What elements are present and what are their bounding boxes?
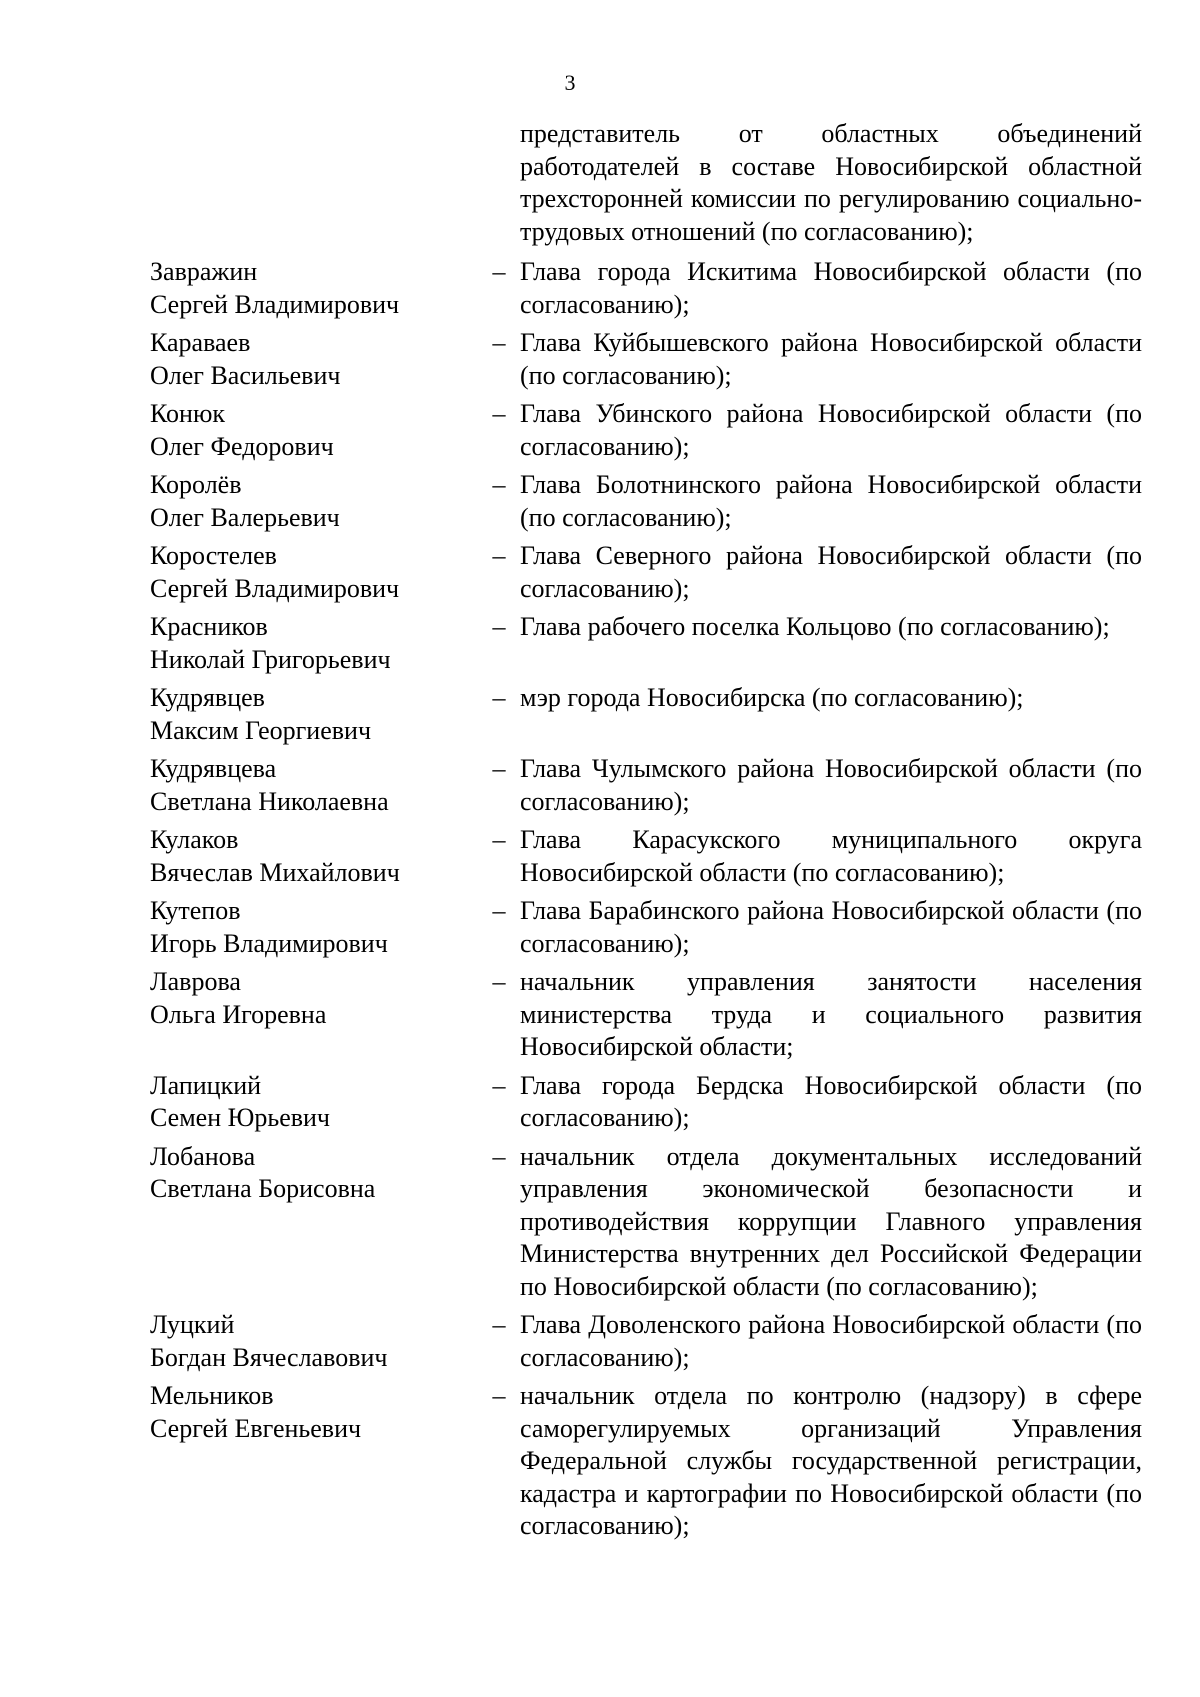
dash-separator: – (492, 683, 506, 712)
member-position: Глава Северного района Новосибирской области (по согласованию); (520, 541, 1142, 603)
member-given-names: Сергей Владимирович (150, 289, 400, 319)
dash-separator: – (492, 612, 506, 641)
member-position: Глава города Искитима Новосибирской области (по согласованию); (520, 257, 1142, 319)
member-entry-kudryavtseva (150, 753, 1150, 818)
member-entry-lapitsky (150, 1070, 1150, 1135)
member-position: Глава Карасукского муниципального округа Новосибирской области (по согласованию); (520, 825, 1142, 887)
member-position: Глава города Бердска Новосибирской области (по согласованию); (520, 1070, 1142, 1132)
member-surname: Кудрявцев (150, 683, 265, 712)
commission-members-list (150, 118, 1150, 1549)
member-given-names: Николай Григорьевич (150, 644, 391, 674)
member-entry-kulakov (150, 824, 1150, 889)
member-name (150, 1070, 478, 1135)
dash-separator: – (492, 825, 506, 854)
member-entry-lavrova (150, 966, 1150, 1064)
member-given-names: Ольга Игоревна (150, 999, 327, 1029)
member-surname: Караваев (150, 328, 251, 357)
member-position: начальник отдела документальных исследований управления экономической безопасности и противодействия коррупции Главного управления Министерства внутренних дел Российской Федерации по Новосибирской области (по согласованию); (520, 1141, 1142, 1301)
dash-separator: – (492, 257, 506, 286)
member-surname: Королёв (150, 470, 242, 499)
member-given-names: Игорь Владимирович (150, 928, 388, 958)
member-entry-korostelev (150, 540, 1150, 605)
dash-separator: – (492, 1141, 506, 1171)
member-entry-krasnikov (150, 611, 1150, 676)
member-surname: Луцкий (150, 1310, 235, 1339)
member-surname: Лобанова (150, 1141, 256, 1171)
member-given-names: Семен Юрьевич (150, 1103, 330, 1132)
member-surname: Кулаков (150, 825, 239, 854)
member-surname: Лаврова (150, 967, 241, 996)
member-entry-kutepov (150, 895, 1150, 960)
member-surname: Лапицкий (150, 1070, 262, 1100)
member-name (150, 398, 478, 463)
member-surname: Коростелев (150, 541, 277, 570)
member-surname: Завражин (150, 257, 258, 286)
dash-separator: – (492, 541, 506, 570)
member-surname: Конюк (150, 399, 226, 428)
dash-separator: – (492, 399, 506, 428)
member-name (150, 895, 478, 960)
member-entry-konyuk (150, 398, 1150, 463)
dash-separator: – (492, 896, 506, 925)
member-entry-korolev (150, 469, 1150, 534)
dash-separator: – (492, 1310, 506, 1339)
member-position: начальник отдела по контролю (надзору) в сфере саморегулируемых организаций Управления Федеральной службы государственной регистрации, кадастра и картографии по Новосибирской области (по согласованию); (520, 1381, 1142, 1540)
member-position: мэр города Новосибирска (по согласованию); (520, 683, 1024, 712)
intro-position: представитель от областных объединений работодателей в составе Новосибирской областной трехсторонней комиссии по регулированию социально-трудовых отношений (по согласованию); (520, 119, 1142, 246)
member-given-names: Олег Федорович (150, 431, 334, 461)
member-surname: Кутепов (150, 896, 241, 925)
member-name (150, 327, 478, 392)
member-name (150, 469, 478, 534)
dash-separator: – (492, 1381, 506, 1410)
member-given-names: Олег Васильевич (150, 360, 341, 390)
page-number: 3 (564, 70, 576, 95)
intro-entry (150, 118, 1150, 248)
member-entry-kudryavtsev (150, 682, 1150, 747)
member-name (150, 966, 478, 1031)
member-name (150, 753, 478, 818)
member-surname: Мельников (150, 1381, 274, 1410)
dash-separator: – (492, 1070, 506, 1100)
dash-separator: – (492, 967, 506, 996)
member-entry-karavaev (150, 327, 1150, 392)
member-given-names: Светлана Борисовна (150, 1174, 376, 1203)
member-surname: Кудрявцева (150, 754, 277, 783)
member-given-names: Олег Валерьевич (150, 502, 340, 532)
member-position: Глава Куйбышевского района Новосибирской области (по согласованию); (520, 328, 1142, 390)
member-given-names: Сергей Евгеньевич (150, 1413, 362, 1443)
member-given-names: Вячеслав Михайлович (150, 857, 400, 887)
member-position: Глава Чулымского района Новосибирской области (по согласованию); (520, 754, 1142, 816)
member-name (150, 1141, 478, 1206)
member-given-names: Светлана Николаевна (150, 786, 389, 816)
member-given-names: Максим Георгиевич (150, 715, 372, 745)
member-name (150, 824, 478, 889)
member-position: Глава Болотнинского района Новосибирской области (по согласованию); (520, 470, 1142, 532)
dash-separator: – (492, 754, 506, 783)
member-position: Глава рабочего поселка Кольцово (по согласованию); (520, 612, 1110, 641)
member-name (150, 611, 478, 676)
dash-separator: – (492, 470, 506, 499)
member-position: Глава Барабинского района Новосибирской области (по согласованию); (520, 896, 1142, 958)
member-entry-melnikov (150, 1380, 1150, 1543)
member-position: Глава Убинского района Новосибирской области (по согласованию); (520, 399, 1142, 461)
member-given-names: Сергей Владимирович (150, 573, 400, 603)
member-name (150, 1309, 478, 1374)
member-position: Глава Доволенского района Новосибирской области (по согласованию); (520, 1310, 1142, 1372)
member-name (150, 682, 478, 747)
member-name (150, 256, 478, 321)
member-surname: Красников (150, 612, 268, 641)
member-name (150, 1380, 478, 1445)
member-entry-lobanova (150, 1141, 1150, 1304)
member-entry-zavrazhin (150, 256, 1150, 321)
member-name (150, 540, 478, 605)
member-position: начальник управления занятости населения министерства труда и социального развития Новосибирской области; (520, 967, 1142, 1061)
dash-separator: – (492, 328, 506, 357)
member-given-names: Богдан Вячеславович (150, 1342, 388, 1372)
member-entry-lutsky (150, 1309, 1150, 1374)
